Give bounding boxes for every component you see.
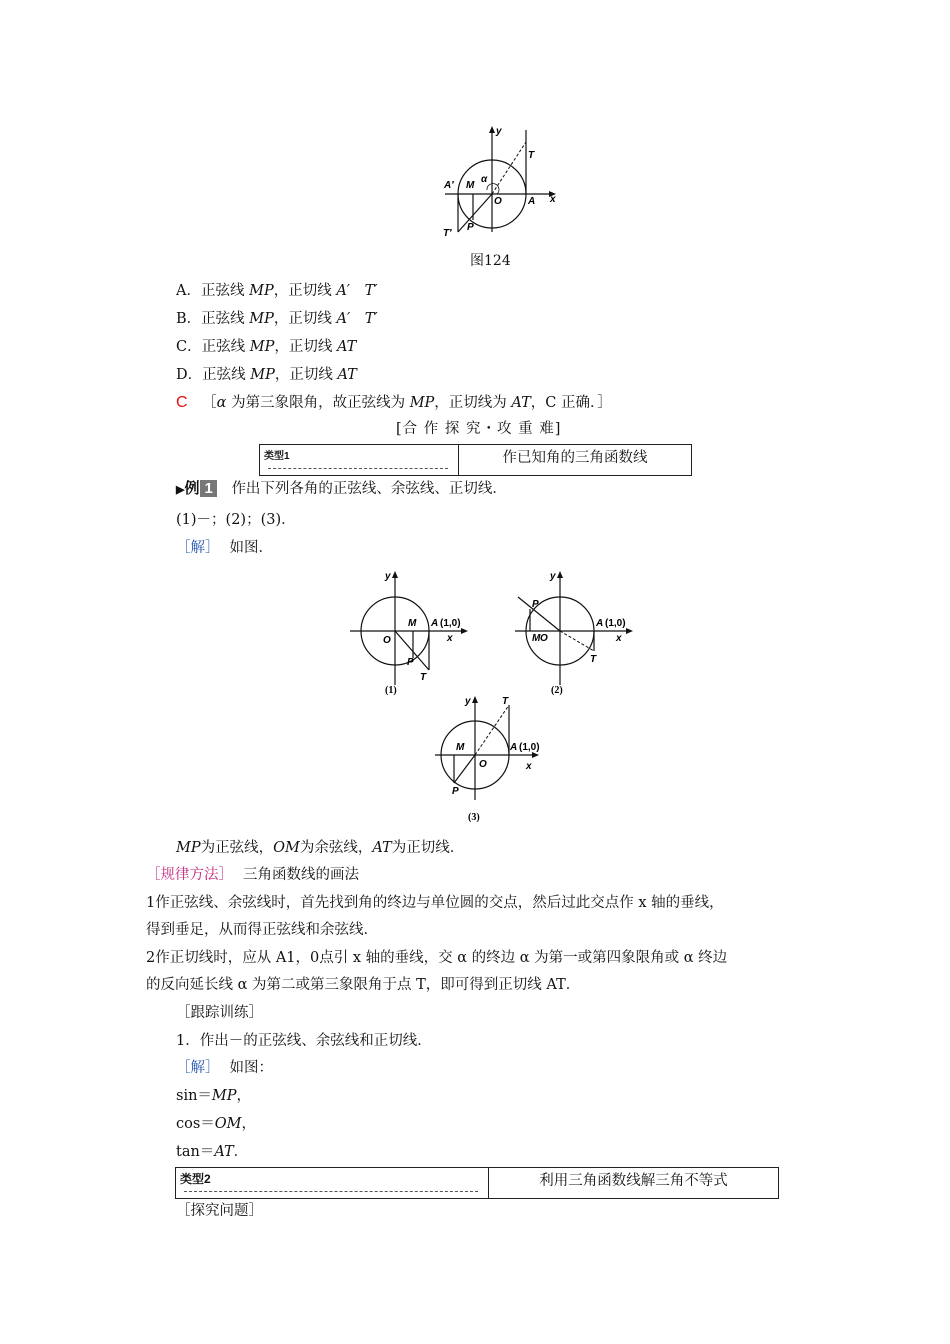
fig-label-Ap: A′ xyxy=(444,180,454,191)
figure-124 xyxy=(435,120,565,240)
training-solution: ［解］ 如图： xyxy=(176,1060,273,1076)
method-p2-line2: 的反向延长线 α 为第二或第三象限角于点 T，即可得到正切线 AT． xyxy=(146,977,581,993)
fig-label-alpha: α xyxy=(481,174,488,185)
figure-2 xyxy=(510,565,640,705)
fig2-M: M xyxy=(532,633,541,644)
fig3-M: M xyxy=(456,742,465,753)
method-heading: ［规律方法］ 三角函数线的画法 xyxy=(146,867,359,883)
training-q1: 1．作出－的正弦线、余弦线和正切线． xyxy=(176,1033,432,1049)
training-cos: cos＝OM， xyxy=(176,1116,257,1132)
type2-tag: 类型2 xyxy=(180,1172,211,1186)
type2-title: 利用三角函数线解三角不等式 xyxy=(539,1173,728,1189)
fig-label-y: y xyxy=(496,126,502,137)
type1-tag: 类型1 xyxy=(264,451,290,462)
fig2-A: A xyxy=(596,618,604,629)
type1-title: 作已知角的三角函数线 xyxy=(502,450,648,466)
example-items: (1)－；(2)；(3)． xyxy=(176,512,296,528)
fig3-coord: (1,0) xyxy=(519,742,540,753)
fig1-caption: (1) xyxy=(385,685,397,696)
answer-line: C ［α 为第三象限角，故正弦线为 MP，正切线为 AT，C 正确．］ xyxy=(176,394,612,411)
fig1-x: x xyxy=(447,633,453,644)
fig3-O: O xyxy=(479,759,487,770)
figure-3 xyxy=(430,690,560,825)
training-tan: tan＝AT． xyxy=(176,1144,249,1160)
fig2-O: O xyxy=(540,633,548,644)
fig1-coord: (1,0) xyxy=(440,618,461,629)
fig1-A: A xyxy=(431,618,439,629)
type2-box xyxy=(175,1167,779,1199)
fig-label-A: A xyxy=(528,196,536,207)
fig-label-T: T xyxy=(528,150,535,161)
fig1-y: y xyxy=(385,571,391,582)
option-d: D．正弦线 MP，正切线 AT xyxy=(176,367,357,383)
fig1-P: P xyxy=(407,657,414,668)
fig3-P: P xyxy=(452,786,459,797)
option-a: A．正弦线 MP，正切线 A′ T′ xyxy=(176,283,378,299)
fig2-x: x xyxy=(616,633,622,644)
method-p1-line1: 1作正弦线、余弦线时，首先找到角的终边与单位圆的交点，然后过此交点作 x 轴的垂线， xyxy=(146,895,724,911)
option-b: B．正弦线 MP，正切线 A′ T′ xyxy=(176,311,378,327)
fig3-y: y xyxy=(465,696,471,707)
conclusion-line: MP为正弦线，OM为余弦线，AT为正切线． xyxy=(176,840,465,856)
answer-letter: C xyxy=(176,394,188,411)
fig-label-x: x xyxy=(550,194,556,205)
fig1-T: T xyxy=(420,672,427,683)
example-badge: ▶例 1 xyxy=(176,477,217,498)
fig3-A: A xyxy=(510,742,518,753)
fig3-T: T xyxy=(502,696,509,707)
figure-1 xyxy=(345,565,475,705)
fig1-M: M xyxy=(408,618,417,629)
fig1-O: O xyxy=(383,635,391,646)
training-label: ［跟踪训练］ xyxy=(176,1005,263,1021)
type1-box xyxy=(259,444,692,476)
training-sin: sin＝MP， xyxy=(176,1088,252,1104)
fig-label-M: M xyxy=(466,180,475,191)
method-p2-line1: 2作正切线时，应从 A1，0点引 x 轴的垂线，交 α 的终边 α 为第一或第四象限角或 α 终边 xyxy=(146,950,728,966)
option-c: C．正弦线 MP，正切线 AT xyxy=(176,339,357,355)
fig2-coord: (1,0) xyxy=(605,618,626,629)
method-p1-line2: 得到垂足，从而得正弦线和余弦线． xyxy=(146,922,378,938)
figure-caption: 图124 xyxy=(470,253,511,269)
fig3-caption: (3) xyxy=(468,812,480,823)
explore-label: ［探究问题］ xyxy=(176,1203,263,1219)
example-solution: ［解］ 如图． xyxy=(176,540,273,556)
example-line: ▶例 1 作出下列各角的正弦线、余弦线、正切线． xyxy=(176,477,507,498)
section-heading: [合 作 探 究・攻 重 难] xyxy=(396,421,562,437)
fig2-caption: (2) xyxy=(551,685,563,696)
fig-label-P: P xyxy=(467,222,474,233)
fig-label-Tp: T′ xyxy=(443,228,452,239)
fig-label-O: O xyxy=(494,196,502,207)
fig2-P: P xyxy=(532,599,539,610)
fig2-T: T xyxy=(590,654,597,665)
fig3-x: x xyxy=(526,761,532,772)
fig2-y: y xyxy=(550,571,556,582)
